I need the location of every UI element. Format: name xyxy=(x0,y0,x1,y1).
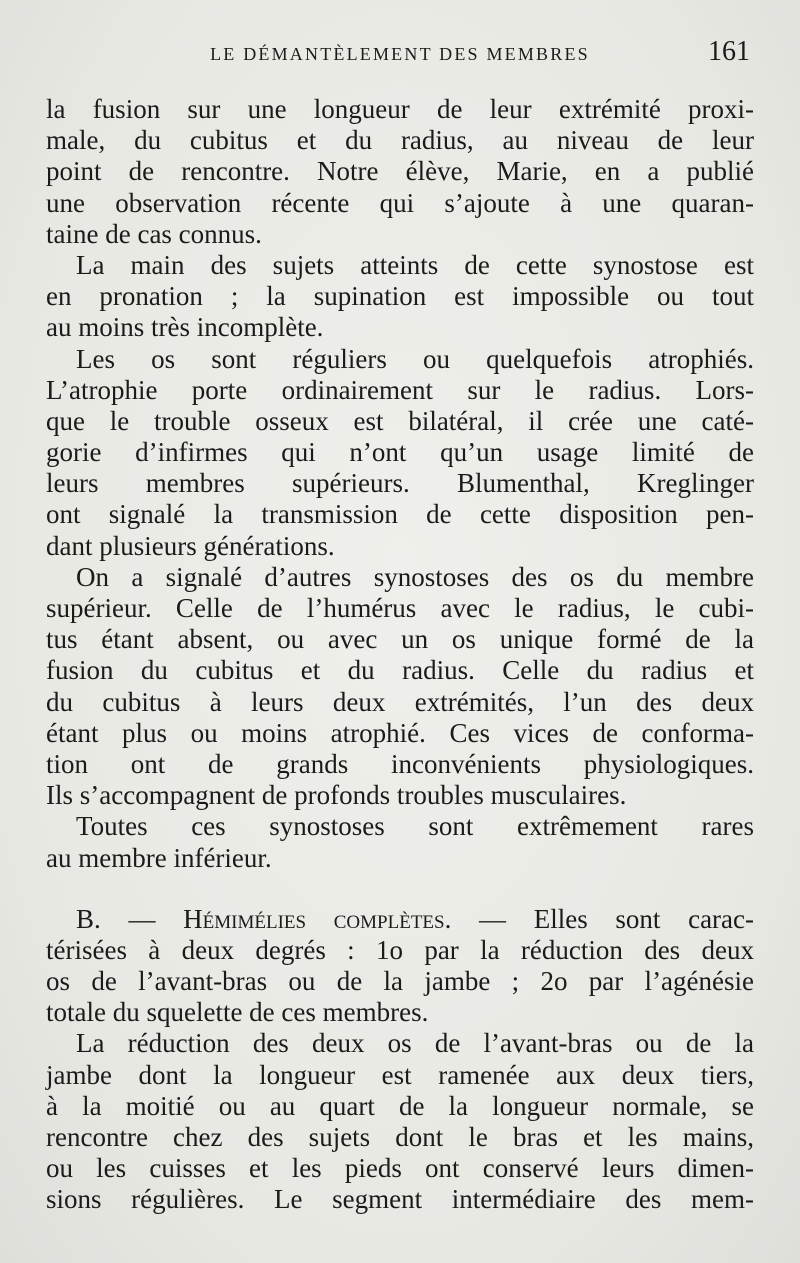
text-line: L’atrophie porte ordinairement sur le radius. Lors- xyxy=(46,374,754,405)
section-heading-rest: — Elles sont carac- xyxy=(479,903,755,934)
text-line: que le trouble osseux est bilatéral, il crée une caté- xyxy=(46,405,754,436)
section-heading: Hémimélies complètes. xyxy=(183,903,452,934)
section-gap xyxy=(46,874,754,904)
text-line: à la moitié ou au quart de la longueur normale, se xyxy=(46,1090,754,1121)
text-line: gorie d’infirmes qui n’ont qu’un usage limité de xyxy=(46,437,754,468)
text-line: Les os sont réguliers ou quelquefois atrophiés. xyxy=(76,343,754,374)
text-line: ont signalé la transmission de cette disposition pen- xyxy=(46,499,754,530)
text-line: male, du cubitus et du radius, au niveau de leur xyxy=(46,125,754,156)
text-line: taine de cas connus. xyxy=(46,218,262,249)
text-line: la fusion sur une longueur de leur extrémité proxi- xyxy=(46,94,754,124)
text-line: tion ont de grands inconvénients physiologiques. xyxy=(46,748,754,779)
text-line: rencontre chez des sujets dont le bras et les mains, xyxy=(46,1122,754,1152)
text-line: sions régulières. Le segment intermédiaire des mem- xyxy=(46,1184,754,1215)
text-line: une observation récente qui s’ajoute à une quaran- xyxy=(46,187,754,218)
running-head xyxy=(0,36,800,76)
section-heading-line xyxy=(46,904,754,935)
text-line: supérieur. Celle de l’humérus avec le radius, le cubi- xyxy=(46,593,754,623)
text-line: ou les cuisses et les pieds ont conservé leurs dimen- xyxy=(46,1153,754,1184)
text-line: leurs membres supérieurs. Blumenthal, Kreglinger xyxy=(46,468,754,499)
text-line: au moins très incomplète. xyxy=(46,312,324,343)
text-line: au membre inférieur. xyxy=(46,842,272,873)
text-line: os de l’avant-bras ou de la jambe ; 2o par l’agénésie xyxy=(46,966,754,997)
text-line: fusion du cubitus et du radius. Celle du radius et xyxy=(46,655,754,686)
text-line: en pronation ; la supination est impossible ou tout xyxy=(46,281,754,312)
page-number: 161 xyxy=(708,36,750,67)
text-line: La réduction des deux os de l’avant-bras ou de la xyxy=(76,1028,754,1059)
text-line: du cubitus à leurs deux extrémités, l’un des deux xyxy=(46,686,754,717)
text-line: Ils s’accompagnent de profonds troubles musculaires. xyxy=(46,780,627,811)
section-letter: B. — xyxy=(76,903,156,934)
text-line: dant plusieurs générations. xyxy=(46,530,335,561)
text-line: Toutes ces synostoses sont extrêmement rares xyxy=(76,811,754,842)
text-line: La main des sujets atteints de cette synostose est xyxy=(76,249,754,280)
text-line: tus étant absent, ou avec un os unique formé de la xyxy=(46,624,754,655)
text-line: totale du squelette de ces membres. xyxy=(46,997,429,1028)
text-line: On a signalé d’autres synostoses des os du membre xyxy=(76,561,754,592)
text-line: térisées à deux degrés : 1o par la réduction des deux xyxy=(46,934,754,965)
text-line: étant plus ou moins atrophié. Ces vices de conforma- xyxy=(46,717,754,748)
body-text xyxy=(46,94,754,1216)
running-title: LE DÉMANTÈLEMENT DES MEMBRES xyxy=(210,44,590,64)
text-line: jambe dont la longueur est ramenée aux deux tiers, xyxy=(46,1059,754,1090)
text-line: point de rencontre. Notre élève, Marie, en a publié xyxy=(46,156,754,187)
